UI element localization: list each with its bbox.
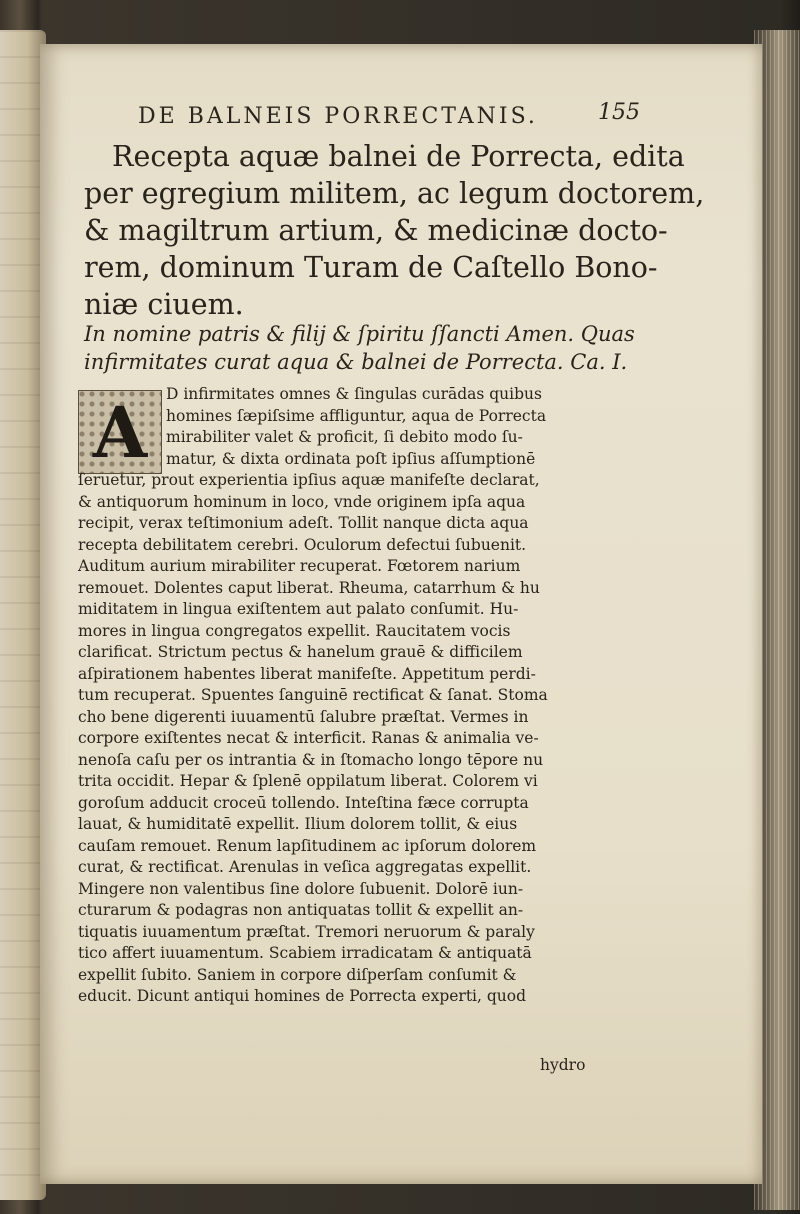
title-line: & magiltrum artium, & medicinæ docto- — [84, 214, 668, 247]
title-line: niæ ciuem. — [84, 288, 244, 321]
body-line: lauat, & humiditatē expellit. Ilium dolorem tollit, & eius — [78, 815, 518, 833]
body-line: Auditum aurium mirabiliter recuperat. Fœtorem narium — [78, 557, 521, 575]
body-line: expellit ſubito. Saniem in corpore diſperſam conſumit & — [78, 965, 517, 984]
running-title: DE BALNEIS PORRECTANIS. — [138, 104, 538, 129]
title-line: per egregium militem, ac legum doctorem, — [84, 177, 705, 210]
body-line: Mingere non valentibus ſine dolore ſubuenit. Dolorē iun- — [78, 879, 524, 898]
body-text — [78, 384, 614, 1008]
body-line: homines ſæpiſsime affliguntur, aqua de Porrecta — [166, 406, 547, 425]
body-line: cturarum & podagras non antiquatas tollit & expellit an- — [78, 901, 524, 919]
body-line: educit. Dicunt antiqui homines de Porrecta experti, quod — [78, 987, 527, 1005]
initial-letter: A — [92, 390, 148, 474]
catchword: hydro — [540, 1056, 586, 1074]
chapter-title — [84, 138, 705, 323]
body-line: matur, & dixta ordinata poſt ipſius aſſumptionē — [166, 449, 536, 468]
body-line: clarificat. Strictum pectus & hanelum grauē & difficilem — [78, 643, 523, 661]
body-line: curat, & rectificat. Arenulas in veſica aggregatas expellit. — [78, 858, 532, 876]
body-line: tiquatis iuuamentum præſtat. Tremori neruorum & paraly — [78, 922, 535, 941]
body-line: remouet. Dolentes caput liberat. Rheuma, catarrhum & hu — [78, 578, 540, 597]
body-line: nenoſa caſu per os intrantia & in ſtomacho longo tēpore nu — [78, 750, 544, 769]
invocation-line: infirmitates curat aqua & balnei de Porrecta. Ca. I. — [84, 350, 628, 374]
body-line: ſeruetur, prout experientia ipſius aquæ manifeſte declarat, — [78, 471, 540, 489]
body-line: mores in lingua congregatos expellit. Raucitatem vocis — [78, 621, 511, 640]
body-line: & antiquorum hominum in loco, vnde originem ipſa aqua — [78, 492, 526, 511]
body-line: recipit, verax teſtimonium adeſt. Tollit nanque dicta aqua — [78, 514, 529, 532]
body-line: corpore exiſtentes necat & interficit. Ranas & animalia ve- — [78, 729, 539, 747]
body-line: trita occidit. Hepar & ſplenē oppilatum liberat. Colorem vi — [78, 772, 538, 790]
body-line: tico affert iuuamentum. Scabiem irradicatam & antiquatā — [78, 944, 532, 962]
invocation-heading — [84, 320, 644, 376]
body-line: D infirmitates omnes & ſingulas curādas quibus — [166, 385, 542, 403]
body-line: miditatem in lingua exiſtentem aut palato conſumit. Hu- — [78, 600, 519, 618]
title-line: rem, dominum Turam de Caſtello Bono- — [84, 251, 658, 284]
body-line: aſpirationem habentes liberat manifeſte. Appetitum perdi- — [78, 664, 536, 683]
body-line: cauſam remouet. Renum lapſitudinem ac ipſorum dolorem — [78, 836, 537, 855]
body-line: recepta debilitatem cerebri. Oculorum defectui ſubuenit. — [78, 535, 527, 554]
body-line: goroſum adducit croceū tollendo. Inteſtina fæce corrupta — [78, 793, 529, 812]
page-number: 155 — [598, 100, 640, 125]
invocation-line: In nomine patris & filij & ſpiritu ſſancti Amen. Quas — [84, 322, 635, 346]
title-line: Recepta aquæ balnei de Porrecta, edita — [112, 140, 685, 173]
body-line: mirabiliter valet & proficit, ſi debito modo ſu- — [166, 428, 523, 446]
body-line: cho bene digerenti iuuamentū ſalubre præſtat. Vermes in — [78, 707, 529, 726]
body-line: tum recuperat. Spuentes ſanguinē rectificat & ſanat. Stoma — [78, 686, 548, 704]
